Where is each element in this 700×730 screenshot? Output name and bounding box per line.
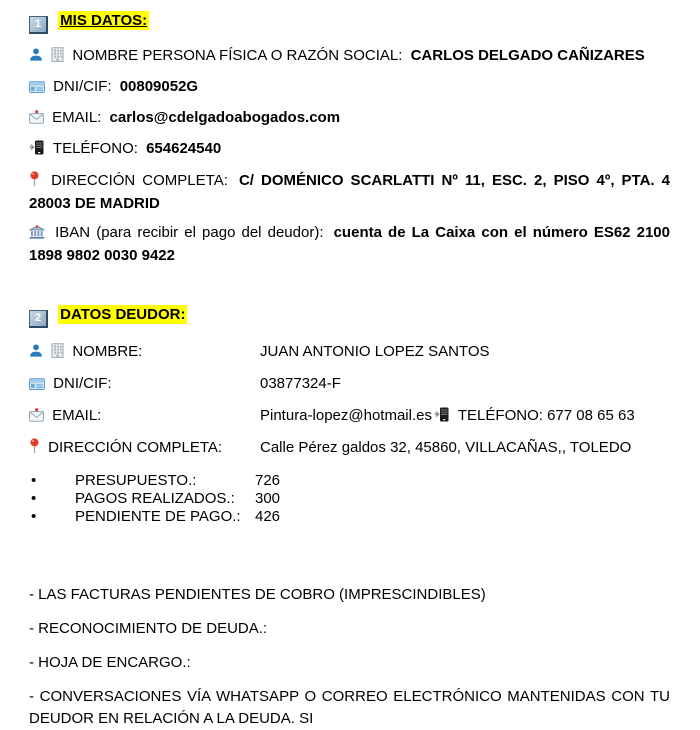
pendiente-pago-value: 426 <box>255 508 281 525</box>
building-icon <box>51 47 64 68</box>
email-label: EMAIL: <box>52 109 102 126</box>
section-mis-datos-heading <box>29 10 670 34</box>
row-direccion <box>29 170 670 214</box>
presupuesto-value: 726 <box>255 472 281 489</box>
deudor-dni-label: DNI/CIF: <box>53 375 112 392</box>
telefono-value: 654624540 <box>146 140 222 157</box>
section-datos-deudor-heading <box>29 304 670 328</box>
row-dni <box>29 76 670 99</box>
documentos-section <box>29 584 670 730</box>
dni-value: 00809052G <box>119 78 199 95</box>
doc-item-facturas: - LAS FACTURAS PENDIENTES DE COBRO (IMPRESCINDIBLES) <box>29 586 486 603</box>
email-value: carlos@cdelgadoabogados.com <box>109 109 341 126</box>
row-telefono <box>29 138 670 161</box>
deudor-nombre-label: NOMBRE: <box>72 343 143 360</box>
dni-label: DNI/CIF: <box>53 78 112 95</box>
row-iban <box>29 222 670 266</box>
pendiente-pago-label: PENDIENTE DE PAGO.: <box>75 508 241 525</box>
list-item-pagos-realizados <box>29 490 670 508</box>
deudor-row-direccion <box>29 437 670 460</box>
phone-arrow-icon <box>434 407 450 428</box>
list-item-presupuesto <box>29 472 670 490</box>
list-item-pendiente-pago <box>29 508 670 526</box>
iban-label: IBAN (para recibir el pago del deudor): <box>55 224 324 241</box>
iban-value: cuenta de La Caixa con el número ES62 2100 1898 9802 0030 9422 <box>29 224 670 264</box>
presupuesto-label: PRESUPUESTO.: <box>75 472 197 489</box>
doc-item-hoja-encargo: - HOJA DE ENCARGO.: <box>29 654 191 671</box>
deudor-direccion-value: Calle Pérez galdos 32, 45860, VILLACAÑAS,, TOLEDO <box>260 439 632 456</box>
deudor-row-nombre <box>29 341 670 364</box>
person-icon <box>29 343 43 364</box>
keycap-2-icon: 2 <box>29 310 48 328</box>
deudor-telefono-label: TELÉFONO: <box>457 407 543 424</box>
deudor-email-label: EMAIL: <box>52 407 102 424</box>
building-icon <box>51 343 64 364</box>
row-nombre-razon-social <box>29 45 670 68</box>
nombre-value: CARLOS DELGADO CAÑIZARES <box>410 47 645 64</box>
section-mis-datos-title: MIS DATOS: <box>60 12 148 29</box>
deudor-direccion-label: DIRECCIÓN COMPLETA: <box>48 439 223 456</box>
telefono-label: TELÉFONO: <box>52 140 138 157</box>
deudor-row-dni <box>29 373 670 396</box>
pin-icon <box>29 171 40 193</box>
deudor-email-value: Pintura-lopez@hotmail.es <box>260 407 432 424</box>
nombre-label: NOMBRE PERSONA FÍSICA O RAZÓN SOCIAL: <box>72 47 403 64</box>
pagos-realizados-value: 300 <box>255 490 281 507</box>
pagos-realizados-label: PAGOS REALIZADOS.: <box>75 490 235 507</box>
direccion-label: DIRECCIÓN COMPLETA: <box>51 172 228 189</box>
doc-item-conversaciones: - CONVERSACIONES VÍA WHATSAPP O CORREO ELECTRÓNICO MANTENIDAS CON TU DEUDOR EN RELACIÓN A LA DEUDA. SI <box>29 688 670 727</box>
email-icon <box>29 109 44 130</box>
email-icon <box>29 407 44 428</box>
deudor-telefono-value: 677 08 65 63 <box>547 407 635 424</box>
bullet-icon <box>29 472 75 490</box>
bullet-icon <box>29 508 75 526</box>
id-card-icon <box>29 78 45 99</box>
deudor-row-email <box>29 405 670 428</box>
section-datos-deudor-title: DATOS DEUDOR: <box>60 306 186 323</box>
pin-icon <box>29 438 40 460</box>
id-card-icon <box>29 375 45 396</box>
doc-item-reconocimiento: - RECONOCIMIENTO DE DEUDA.: <box>29 620 268 637</box>
keycap-1-icon: 1 <box>29 16 48 34</box>
row-email <box>29 107 670 130</box>
importes-list <box>29 472 670 526</box>
bank-icon <box>29 224 45 245</box>
direccion-value: C/ DOMÉNICO SCARLATTI Nº 11, ESC. 2, PISO 4º, PTA. 4 28003 DE MADRID <box>29 172 671 212</box>
bullet-icon <box>29 490 75 508</box>
deudor-nombre-value: JUAN ANTONIO LOPEZ SANTOS <box>260 343 490 360</box>
phone-arrow-icon <box>29 140 45 161</box>
person-icon <box>29 47 43 68</box>
deudor-dni-value: 03877324-F <box>260 375 341 392</box>
